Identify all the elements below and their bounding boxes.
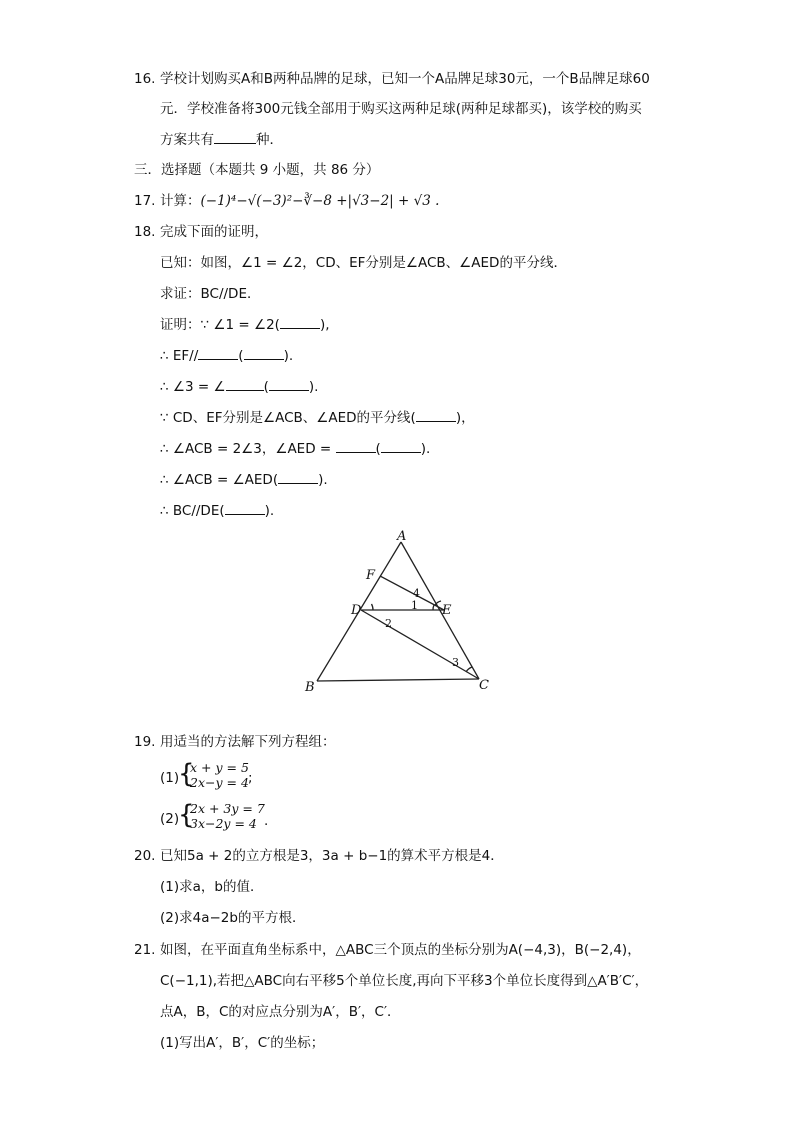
q18-step-7-text: ∴ BC//DE( bbox=[160, 503, 225, 519]
q18-step-4-text: ∵ CD、EF分别是∠ACB、∠AED的平分线( bbox=[160, 410, 416, 426]
q20-part2: (2)求4a−2b的平方根． bbox=[160, 910, 306, 926]
q18-step-6-end: ). bbox=[318, 472, 328, 488]
q18-step-5-end: ). bbox=[420, 441, 431, 457]
q18-step-5: ∴ ∠ACB = 2∠3，∠AED = ( ). bbox=[160, 441, 431, 457]
angle-mark-d bbox=[372, 604, 374, 610]
q16-line3-a: 方案共有 bbox=[160, 132, 214, 148]
q20-part1: (1)求a，b的值． bbox=[160, 879, 264, 895]
label-d: D bbox=[351, 603, 362, 618]
q19-part1-eq1: x + y = 5 bbox=[190, 760, 249, 775]
angle-label-1: 1 bbox=[411, 599, 418, 612]
q18-prove: 求证：BC//DE． bbox=[160, 286, 261, 302]
label-a: A bbox=[397, 529, 407, 544]
q19-intro: 用适当的方法解下列方程组： bbox=[160, 734, 336, 750]
section-3-heading: 三．选择题（本题共 9 小题，共 86 分） bbox=[134, 162, 380, 178]
q18-blank-4[interactable] bbox=[416, 409, 456, 422]
q18-step-7 bbox=[160, 502, 274, 520]
label-e: E bbox=[442, 603, 452, 618]
q19-part2-end: . bbox=[264, 813, 269, 829]
q19-part1-eq2: 2x−y = 4 bbox=[190, 775, 249, 790]
q18-blank-3b[interactable] bbox=[269, 378, 309, 391]
q19-line-intro bbox=[134, 733, 336, 751]
q18-step-6-text: ∴ ∠ACB = ∠AED( bbox=[160, 472, 279, 488]
label-b: B bbox=[305, 680, 315, 695]
q19-part2-tag: (2) bbox=[160, 811, 180, 827]
q19-part2-eq2: 3x−2y = 4 bbox=[190, 816, 257, 831]
q18-step-1-text: 证明：∵ ∠1 = ∠2( bbox=[160, 317, 280, 333]
q17-label: 计算： bbox=[160, 193, 201, 209]
q21-text-line1: 如图，在平面直角坐标系中，△ABC三个顶点的坐标分别为A(−4,3)，B(−2,4)， bbox=[160, 942, 641, 958]
q18-blank-3a[interactable] bbox=[226, 378, 264, 391]
q16-number: 16. bbox=[134, 71, 156, 87]
q20-number: 20. bbox=[134, 848, 156, 864]
q19-part1-brace: { bbox=[178, 759, 195, 789]
q18-number: 18. bbox=[134, 224, 156, 240]
q16-line3 bbox=[160, 131, 283, 149]
q21-line1 bbox=[134, 941, 641, 959]
q18-blank-7[interactable] bbox=[225, 502, 265, 515]
q18-step-6 bbox=[160, 471, 328, 489]
segment-dc bbox=[361, 610, 479, 679]
q19-part2-brace: { bbox=[178, 800, 195, 830]
q18-step-3-end: ). bbox=[308, 379, 319, 395]
q16-line2: 元．学校准备将300元钱全部用于购买这两种足球(两种足球都买)，该学校的购买 bbox=[160, 101, 642, 117]
q18-step-1 bbox=[160, 316, 330, 334]
q21-line3: 点A，B，C的对应点分别为A′，B′，C′． bbox=[160, 1004, 401, 1020]
side-bc bbox=[317, 679, 479, 681]
q20-line bbox=[134, 847, 504, 865]
q19-part1-tag: (1) bbox=[160, 770, 180, 786]
q18-step-1-end: ), bbox=[319, 317, 330, 333]
q18-blank-5b[interactable] bbox=[381, 440, 421, 453]
q18-step-2-end: ). bbox=[283, 348, 294, 364]
label-f: F bbox=[366, 568, 376, 583]
q18-blank-2b[interactable] bbox=[244, 347, 284, 360]
q20-text: 已知5a + 2的立方根是3，3a + b−1的算术平方根是4． bbox=[160, 848, 504, 864]
q18-given: 已知：如图，∠1 = ∠2，CD、EF分别是∠ACB、∠AED的平分线． bbox=[160, 255, 567, 271]
q21-line2: C(−1,1),若把△ABC向右平移5个单位长度,再向下平移3个单位长度得到△A′B′C′， bbox=[160, 973, 649, 989]
q18-step-4 bbox=[160, 409, 475, 427]
triangle-figure bbox=[300, 526, 500, 696]
q19-number: 19. bbox=[134, 734, 156, 750]
q18-step-3-text: ∴ ∠3 = ∠ bbox=[160, 379, 226, 395]
q18-intro: 完成下面的证明， bbox=[160, 224, 268, 240]
q16-line3-b: 种． bbox=[256, 132, 283, 148]
q18-line-intro bbox=[134, 223, 268, 241]
q18-blank-6[interactable] bbox=[278, 471, 318, 484]
angle-mark-e-lower bbox=[433, 605, 434, 610]
label-c: C bbox=[479, 678, 489, 693]
angle-mark-e-upper bbox=[435, 601, 441, 605]
q17-expression: (−1)⁴−√(−3)²−∛−8 +|√3−2| + √3 . bbox=[200, 193, 440, 209]
q16-line1 bbox=[134, 70, 650, 88]
q19-part2-eq1: 2x + 3y = 7 bbox=[190, 801, 265, 816]
q19-part1-end: ; bbox=[248, 770, 253, 786]
q17-number: 17. bbox=[134, 193, 156, 209]
angle-label-2: 2 bbox=[385, 617, 392, 630]
q18-step-7-end: ). bbox=[264, 503, 275, 519]
q18-step-5-text: ∴ ∠ACB = 2∠3，∠AED = bbox=[160, 441, 336, 457]
q18-step-4-end: )， bbox=[455, 410, 475, 426]
q18-step-2-text: ∴ EF// bbox=[160, 348, 199, 364]
q18-step-3: ∴ ∠3 = ∠ ( ). bbox=[160, 379, 319, 395]
angle-label-4: 4 bbox=[413, 587, 420, 600]
q21-number: 21. bbox=[134, 942, 156, 958]
q18-blank-5a[interactable] bbox=[336, 440, 376, 453]
q16-blank[interactable] bbox=[214, 131, 256, 144]
q18-step-2: ∴ EF// ( ). bbox=[160, 348, 294, 364]
q18-blank-2a[interactable] bbox=[198, 347, 238, 360]
angle-label-3: 3 bbox=[452, 656, 459, 669]
q21-part1: (1)写出A′，B′，C′的坐标； bbox=[160, 1035, 325, 1051]
q17-line bbox=[134, 192, 439, 210]
q16-text-line1: 学校计划购买A和B两种品牌的足球，已知一个A品牌足球30元，一个B品牌足球60 bbox=[160, 71, 650, 87]
angle-mark-c bbox=[466, 667, 472, 672]
q18-blank-1[interactable] bbox=[280, 316, 320, 329]
